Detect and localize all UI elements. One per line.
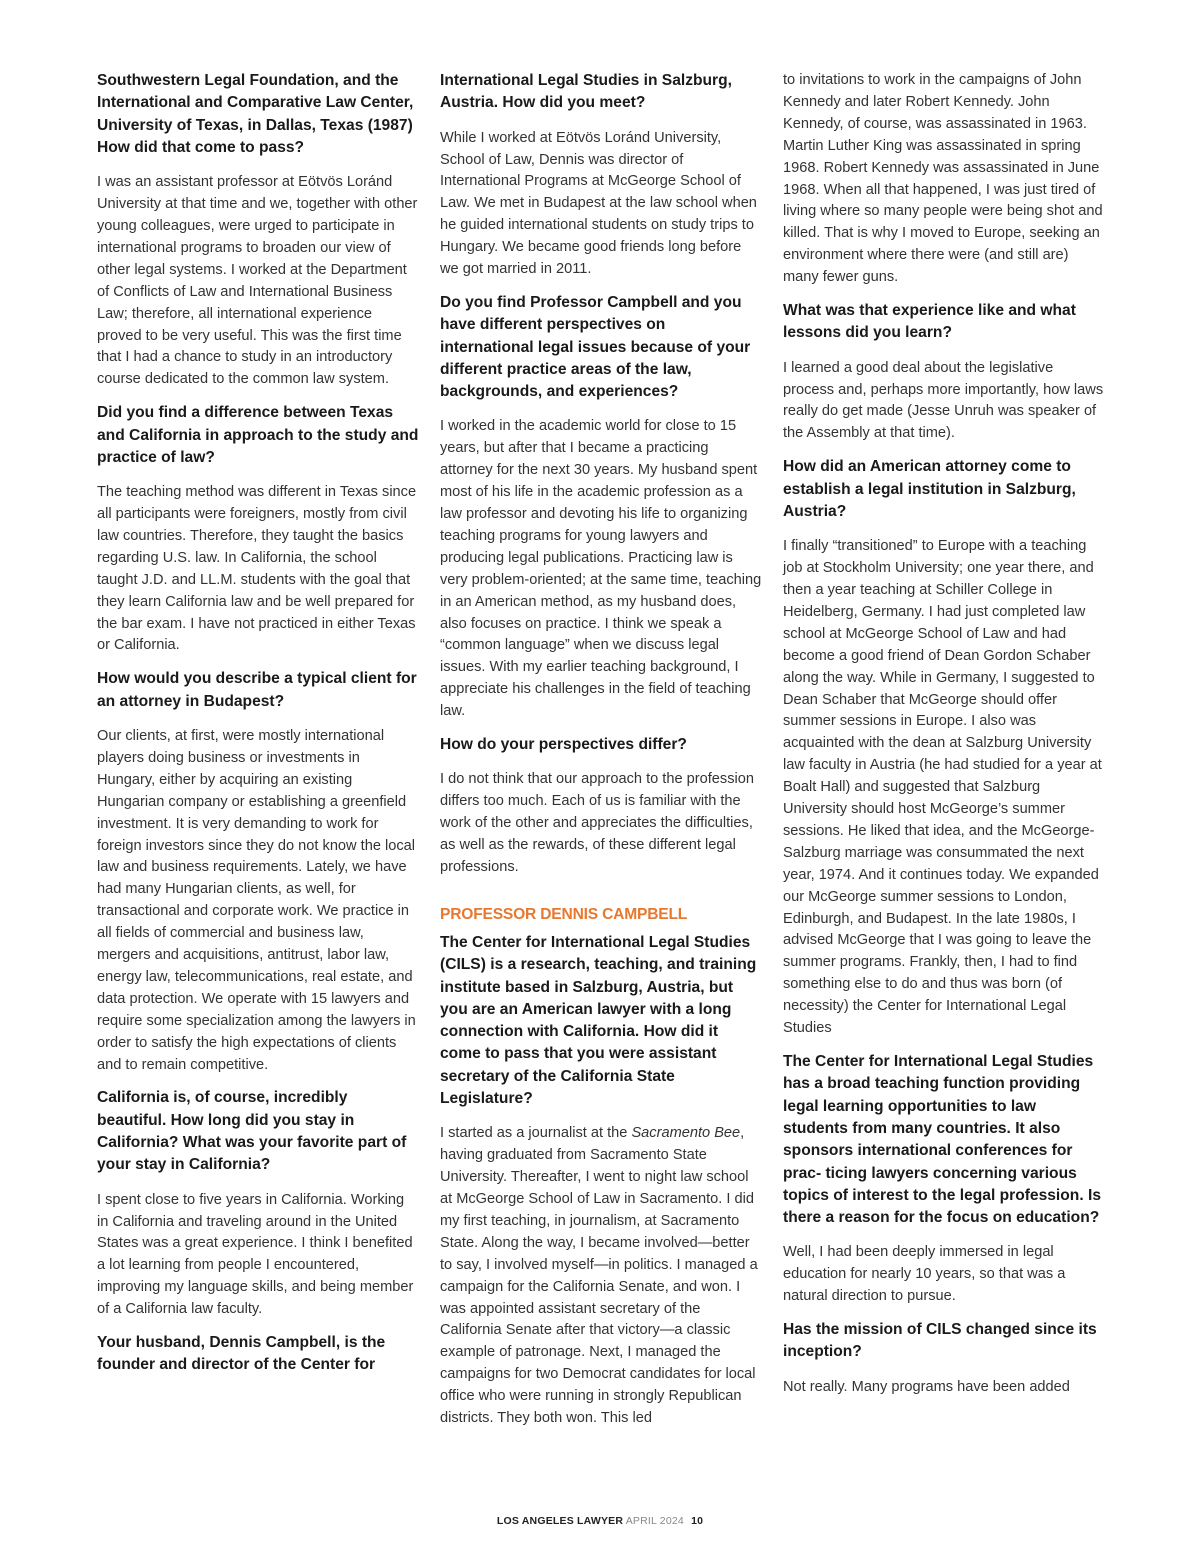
answer-paragraph: Our clients, at first, were mostly international players doing business or investments in Hungary, either by acquiring an existing Hungarian company or establishing a greenfield investment. It is very demanding to work for foreign investors since they do not know the local law and business requirements. Lately, we have had many Hungarian clients, as well, for transactional and corporate work. We practice in all fields of commercial and business law, mergers and acquisitions, antitrust, labor law, energy law, telecommunications, real estate, and data protection. We operate with 15 lawyers and require some specialization among the lawyers in order to satisfy the high expectations of clients and to remain competitive. — [97, 727, 416, 1073]
question-heading: How would you describe a typical client for an attorney in Budapest? — [97, 670, 417, 710]
question-heading: The Center for International Legal Studies (CILS) is a research, teaching, and training institute based in Salzburg, Austria, but you are an American lawyer with a long connection with California. How did it come to pass that you were assistant secretary of the California State Legislature? — [440, 933, 757, 1108]
section-heading: PROFESSOR DENNIS CAMPBELL — [440, 905, 688, 923]
publication-name: LOS ANGELES LAWYER — [496, 1515, 624, 1527]
answer-text-rest: , having graduated from Sacramento State University. Thereafter, I went to night law school at McGeorge School of Law in Sacramento. I did my first teaching, in journalism, at Sacramento State. Along the way, I became involved—better to say, I involved myself—in politics. I managed a campaign for the California Senate, and won. I was appointed assistant secretary of the California Senate after that victory—a classic example of patronage. Next, I managed the campaigns for two Democrat candidates for local office who were running in strongly Republican districts. They both won. This led — [440, 1125, 758, 1427]
answer-paragraph: I spent close to five years in California. Working in California and traveling around in the United States was a great experience. I think I benefited a lot learning from people I encountered, improving my language skills, and being member of a California law faculty. — [97, 1191, 414, 1318]
newspaper-title: Sacramento Bee — [631, 1125, 741, 1142]
question-heading: California is, of course, incredibly beautiful. How long did you stay in California? What was your favorite part of your stay in California? — [97, 1089, 407, 1174]
answer-paragraph: I was an assistant professor at Eötvös Loránd University at that time and we, together with other young colleagues, were urged to participate in international programs to broaden our view of other legal systems. I worked at the Department of Conflicts of Law and International Business Law; therefore, all international experience proved to be very useful. This was the first time that I had a chance to study in an introductory course dedicated to the common law system. — [97, 174, 418, 388]
answer-paragraph: The teaching method was different in Texas since all participants were foreigners, mostly from civil law countries. Therefore, they taught the basics regarding U.S. law. In California, the school taught J.D. and LL.M. students with the goal that they learn California law and be well prepared for the bar exam. I have not practiced in either Texas or California. — [97, 484, 417, 654]
issue-date: APRIL 2024 — [625, 1515, 684, 1527]
question-heading: International Legal Studies in Salzburg, Austria. How did you meet? — [440, 72, 732, 112]
answer-paragraph: While I worked at Eötvös Loránd University, School of Law, Dennis was director of International Programs at McGeorge School of Law. We met in Budapest at the law school when he guided international students on study trips to Hungary. We became good friends long before we got married in 2011. — [440, 129, 757, 278]
question-heading: What was that experience like and what lessons did you learn? — [783, 302, 1076, 342]
answer-paragraph: Not really. Many programs have been added — [783, 1378, 1070, 1395]
page-number: 10 — [691, 1515, 704, 1527]
answer-paragraph: I finally “transitioned” to Europe with a teaching job at Stockholm University; one year there, and then a year teaching at Schiller College in Heidelberg, Germany. I had just completed law school at McGeorge School of Law and had become a good friend of Dean Gordon Schaber along the way. While in Germany, I suggested to Dean Schaber that McGeorge should offer summer sessions in Europe. I also was acquainted with the dean at Salzburg University law faculty in Austria (he had studied for a year at Boalt Hall) and suggested that Salzburg University should host McGeorge’s summer sessions. He liked that idea, and the McGeorge-Salzburg marriage was consummated the next year, 1974. And it continues today. We expanded our McGeorge summer sessions to London, Edinburgh, and Budapest. In the late 1980s, I advised McGeorge that I was going to leave the summer programs. Frankly, then, I had to find something else to do and thus was born (of necessity) the Center for International Legal Studies — [783, 538, 1102, 1037]
page-footer — [0, 1515, 1200, 1527]
question-heading: Southwestern Legal Foundation, and the International and Comparative Law Center, University of Texas, in Dallas, Texas (1987) How did that come to pass? — [97, 72, 414, 156]
answer-paragraph: to invitations to work in the campaigns of John Kennedy and later Robert Kennedy. John Kennedy, of course, was assassinated in 1963. Martin Luther King was assassinated in spring 1968. Robert Kennedy was assassinated in June 1968. When all that happened, I was just tired of living where so many people were being shot and killed. That is why I moved to Europe, seeking an environment where there were (and still are) many fewer guns. — [783, 72, 1103, 286]
question-heading: Your husband, Dennis Campbell, is the founder and director of the Center for — [97, 1334, 386, 1374]
question-heading: Has the mission of CILS changed since its inception? — [783, 1321, 1097, 1361]
answer-text-start: I started as a journalist at the — [440, 1125, 632, 1142]
answer-paragraph — [440, 1123, 762, 1430]
answer-paragraph: Well, I had been deeply immersed in legal education for nearly 10 years, so that was a natural direction to pursue. — [783, 1244, 1066, 1305]
question-heading: Did you find a difference between Texas and California in approach to the study and practice of law? — [97, 404, 419, 466]
answer-paragraph: I learned a good deal about the legislative process and, perhaps more importantly, how laws really do get made (Jesse Unruh was speaker of the Assembly at that time). — [783, 359, 1104, 442]
question-heading: How did an American attorney come to establish a legal institution in Salzburg, Austria? — [783, 458, 1076, 520]
answer-paragraph: I do not think that our approach to the profession differs too much. Each of us is familiar with the work of the other and appreciates the difficulties, as well as the rewards, of these different legal professions. — [440, 771, 754, 876]
column-1 — [97, 70, 419, 1390]
answer-paragraph: I worked in the academic world for close to 15 years, but after that I became a practicing attorney for the next 30 years. My husband spent most of his life in the academic profession as a law professor and devoting his life to organizing teaching programs for young lawyers and producing legal publications. Practicing law is very problem-oriented; at the same time, teaching in an American method, as my husband does, also focuses on practice. I think we speak a “common language” when we discuss legal issues. With my earlier teaching background, I appreciate his challenges in the field of teaching law. — [440, 418, 762, 720]
column-3 — [783, 70, 1105, 1410]
question-heading: The Center for International Legal Studies has a broad teaching function providing legal learning opportunities to law students from many countries. It also sponsors international conferences for prac- ticing lawyers concerning various topics of interest to the legal profession. Is there a reason for the focus on education? — [783, 1053, 1101, 1227]
column-2 — [440, 70, 762, 1441]
question-heading: Do you find Professor Campbell and you have different perspectives on international legal issues because of your different practice areas of the law, backgrounds, and experiences? — [440, 293, 751, 401]
question-heading: How do your perspectives differ? — [440, 736, 687, 754]
